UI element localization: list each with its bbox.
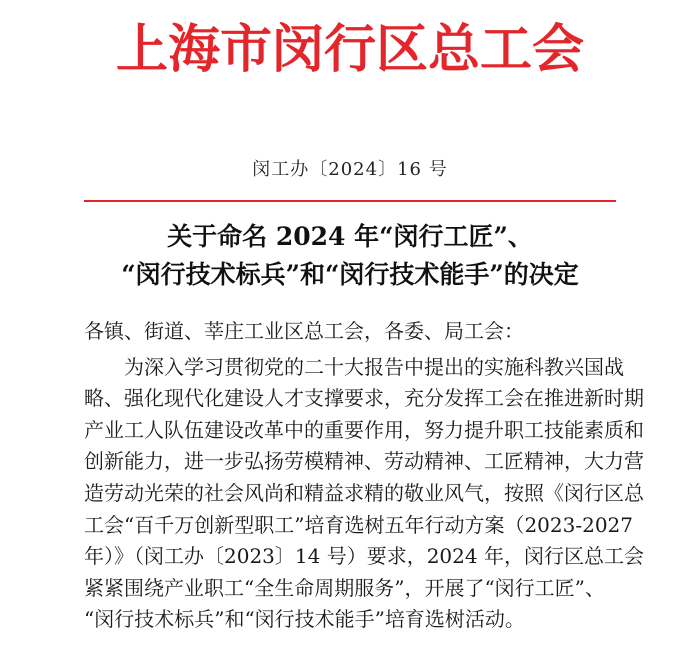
issuing-organization-header: 上海市闵行区总工会 bbox=[115, 19, 584, 80]
paragraph-line: 产业工人队伍建设改革中的重要作用，努力提升职工技能素质和 bbox=[84, 417, 644, 442]
document-number: 闵工办〔2024〕16 号 bbox=[252, 159, 448, 180]
document-body bbox=[84, 316, 644, 636]
paragraph-line: 年）》（闵工办〔2023〕14 号）要求，2024 年，闵行区总工会 bbox=[84, 544, 644, 569]
paragraph bbox=[84, 352, 644, 636]
document-title bbox=[0, 218, 700, 294]
paragraph-line: “闵行技术标兵”和“闵行技术能手”培育选树活动。 bbox=[84, 607, 525, 632]
title-line-1: 关于命名 2024 年“闵行工匠”、 bbox=[167, 222, 533, 251]
paragraph-line: 创新能力，进一步弘扬劳模精神、劳动精神、工匠精神，大力营 bbox=[84, 449, 644, 474]
paragraph-line: 为深入学习贯彻党的二十大报告中提出的实施科教兴国战 bbox=[124, 354, 624, 379]
title-line-2: “闵行技术标兵”和“闵行技术能手”的决定 bbox=[121, 260, 579, 289]
red-divider-line bbox=[84, 200, 616, 202]
paragraph-line: 紧紧围绕产业职工“全生命周期服务”，开展了“闵行工匠”、 bbox=[84, 575, 605, 600]
paragraph-line: 工会“百千万创新型职工”培育选树五年行动方案（2023-2027 bbox=[84, 512, 634, 537]
salutation: 各镇、街道、莘庄工业区总工会，各委、局工会： bbox=[84, 319, 524, 343]
paragraph-line: 造劳动光荣的社会风尚和精益求精的敬业风气，按照《闵行区总 bbox=[84, 480, 644, 505]
paragraph-line: 略、强化现代化建设人才支撑要求，充分发挥工会在推进新时期 bbox=[84, 386, 644, 411]
